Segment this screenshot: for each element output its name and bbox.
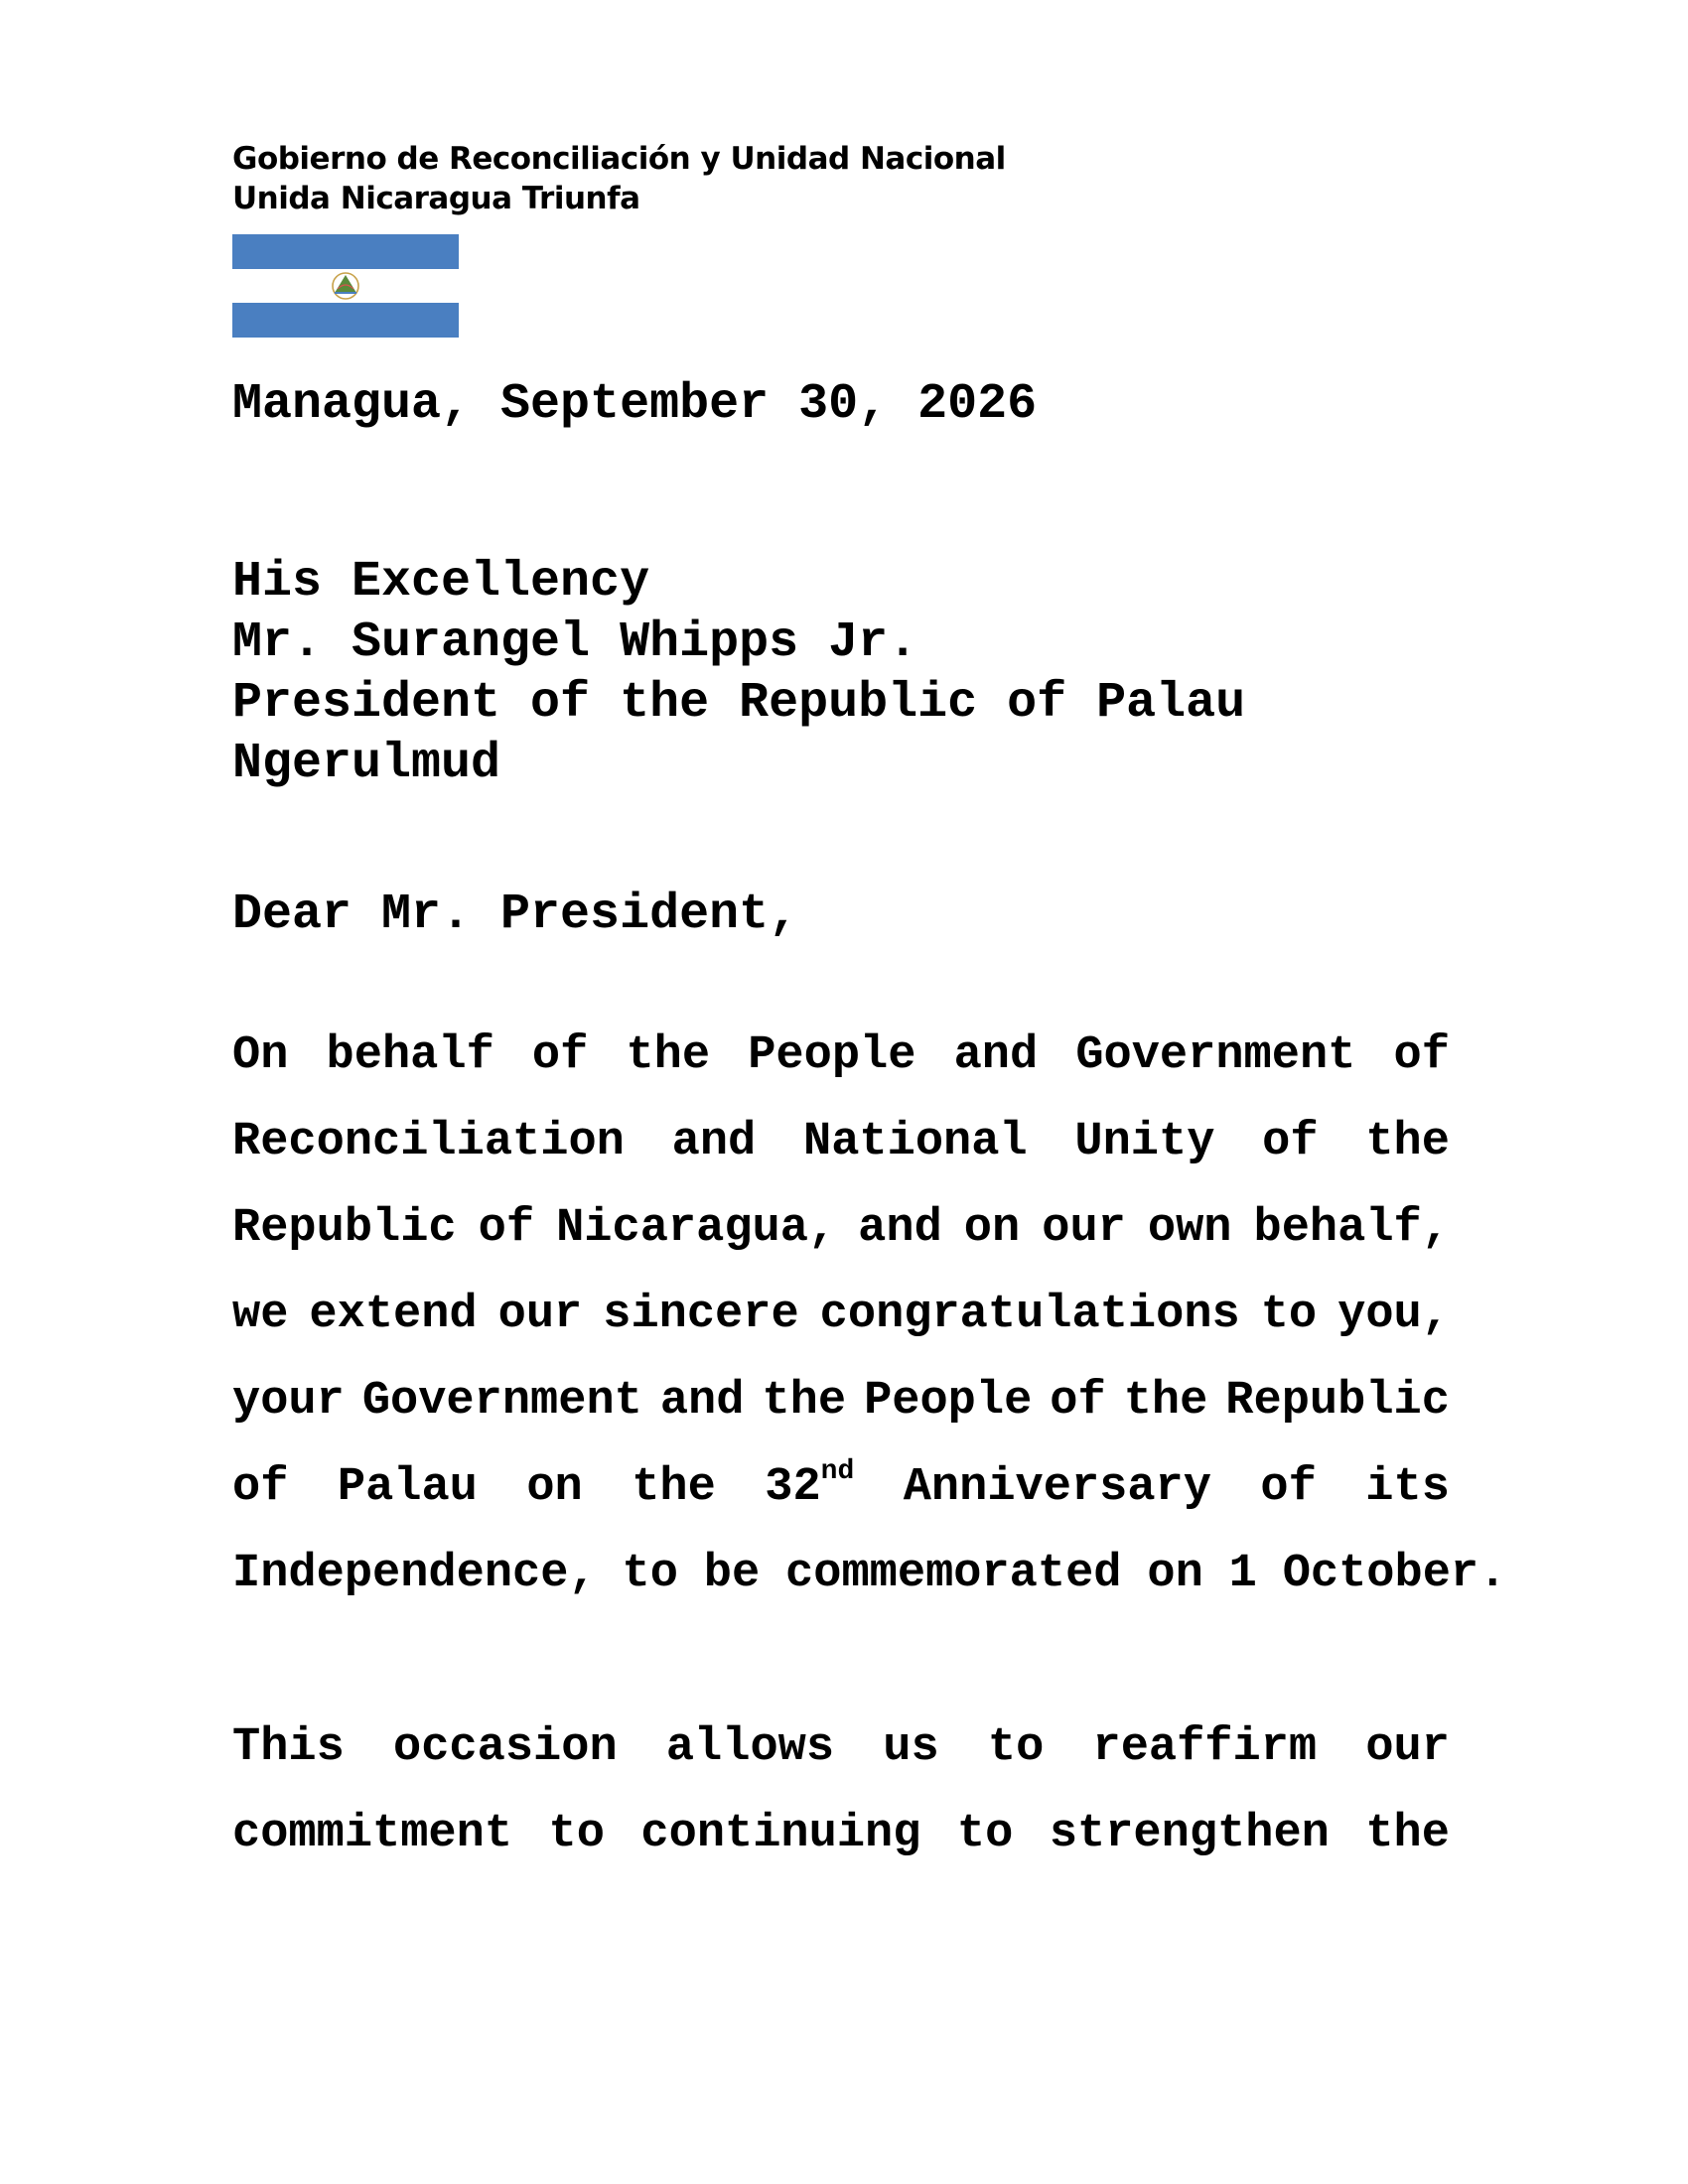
word: you, <box>1337 1289 1450 1341</box>
word: on <box>526 1461 583 1514</box>
paragraph-line-last <box>232 1531 1507 1617</box>
word: and <box>858 1202 942 1255</box>
word: of <box>232 1461 289 1514</box>
paragraph-line <box>232 1185 1450 1272</box>
word: This <box>232 1721 345 1774</box>
word: 1 <box>1228 1548 1257 1600</box>
word: of <box>531 1029 589 1082</box>
word: of <box>1050 1375 1106 1428</box>
word: to <box>956 1808 1014 1860</box>
salutation: Dear Mr. President, <box>232 887 799 943</box>
letterhead-slogan: Unida Nicaragua Triunfa <box>232 181 640 216</box>
letterhead <box>232 139 1006 218</box>
ordinal-number: 32 <box>765 1461 821 1514</box>
word: to <box>622 1548 678 1600</box>
paragraph-line <box>232 1705 1450 1791</box>
word: extend <box>309 1289 478 1341</box>
word: Independence, <box>232 1548 597 1600</box>
body-paragraph-1 <box>232 1013 1507 1617</box>
word: strengthen <box>1049 1808 1330 1860</box>
recipient-address <box>232 552 1245 794</box>
word: of <box>1260 1461 1317 1514</box>
word: us <box>883 1721 939 1774</box>
word: continuing <box>640 1808 921 1860</box>
word: the <box>626 1029 711 1082</box>
word: our <box>1042 1202 1126 1255</box>
word: the <box>762 1375 847 1428</box>
word: National <box>803 1116 1028 1168</box>
word: On <box>232 1029 289 1082</box>
word: to <box>1260 1289 1318 1341</box>
word: of <box>1393 1029 1450 1082</box>
word: of <box>1262 1116 1319 1168</box>
letterhead-government-name: Gobierno de Reconciliación y Unidad Nacional <box>232 141 1006 177</box>
paragraph-line <box>232 1099 1450 1185</box>
word: commemorated <box>785 1548 1122 1600</box>
letter-date: Managua, September 30, 2026 <box>232 376 1038 433</box>
recipient-name: Mr. Surangel Whipps Jr. <box>232 614 918 671</box>
word: we <box>232 1289 289 1341</box>
word: own <box>1147 1202 1232 1255</box>
word: to <box>548 1808 605 1860</box>
word: Republic <box>232 1202 457 1255</box>
word: Unity <box>1074 1116 1215 1168</box>
word: on <box>1147 1548 1203 1600</box>
word: reaffirm <box>1092 1721 1318 1774</box>
word: of <box>478 1202 535 1255</box>
nicaragua-flag-icon <box>232 234 459 338</box>
paragraph-line <box>232 1358 1450 1444</box>
paragraph-line <box>232 1791 1450 1877</box>
body-paragraph-2 <box>232 1705 1450 1877</box>
word: Palau <box>337 1461 478 1514</box>
ordinal <box>765 1444 854 1531</box>
word: behalf, <box>1253 1202 1450 1255</box>
word: the <box>1365 1116 1450 1168</box>
word: Anniversary <box>903 1461 1211 1514</box>
word: Republic <box>1225 1375 1450 1428</box>
recipient-city: Ngerulmud <box>232 736 501 792</box>
word: our <box>497 1289 583 1341</box>
paragraph-line <box>232 1013 1450 1099</box>
word: on <box>963 1202 1021 1255</box>
paragraph-line-ordinal <box>232 1444 1450 1531</box>
word: and <box>671 1116 757 1168</box>
word: its <box>1365 1461 1450 1514</box>
word: Government <box>1075 1029 1356 1082</box>
word: People <box>748 1029 916 1082</box>
word: October. <box>1282 1548 1507 1600</box>
word: and <box>953 1029 1039 1082</box>
word: occasion <box>393 1721 618 1774</box>
word: commitment <box>232 1808 513 1860</box>
word: Reconciliation <box>232 1116 625 1168</box>
word: People <box>864 1375 1033 1428</box>
word: to <box>987 1721 1045 1774</box>
recipient-title: President of the Republic of Palau <box>232 675 1246 732</box>
recipient-honorific: His Excellency <box>232 554 650 611</box>
word: allows <box>665 1721 835 1774</box>
word: our <box>1365 1721 1450 1774</box>
word: sincere <box>603 1289 799 1341</box>
word: behalf <box>326 1029 494 1082</box>
ordinal-suffix: nd <box>820 1456 855 1488</box>
word: Nicaragua, <box>556 1202 837 1255</box>
word: the <box>632 1461 716 1514</box>
word: be <box>703 1548 761 1600</box>
word: the <box>1365 1808 1450 1860</box>
word: congratulations <box>819 1289 1240 1341</box>
word: your <box>232 1375 345 1428</box>
word: Government <box>361 1375 642 1428</box>
word: and <box>659 1375 745 1428</box>
word: the <box>1123 1375 1208 1428</box>
paragraph-line <box>232 1272 1450 1358</box>
